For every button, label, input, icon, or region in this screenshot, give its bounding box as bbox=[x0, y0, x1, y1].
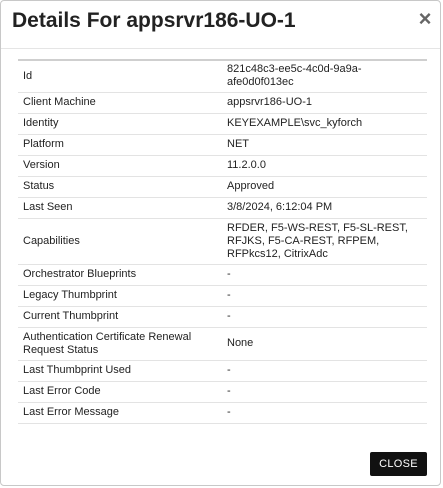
header-divider bbox=[1, 48, 440, 49]
row-label-last-error-message: Last Error Message bbox=[23, 406, 119, 418]
row-value-auth-cert-renewal-status: None bbox=[227, 337, 254, 349]
table-row bbox=[18, 176, 427, 197]
close-button[interactable]: CLOSE bbox=[370, 452, 427, 476]
table-row bbox=[18, 285, 427, 306]
row-label-legacy-thumbprint: Legacy Thumbprint bbox=[23, 289, 117, 301]
row-value-last-thumbprint-used: - bbox=[227, 364, 231, 376]
details-table bbox=[18, 59, 427, 424]
row-value-client-machine: appsrvr186-UO-1 bbox=[227, 96, 312, 108]
row-value-capabilities: RFDER, F5-WS-REST, F5-SL-REST, RFJKS, F5-CA-REST, RFPEM, RFPkcs12, CitrixAdc bbox=[227, 221, 408, 260]
row-label-identity: Identity bbox=[23, 117, 59, 129]
table-row bbox=[18, 155, 427, 176]
row-value-legacy-thumbprint: - bbox=[227, 289, 231, 301]
row-label-client-machine: Client Machine bbox=[23, 96, 96, 108]
row-value-last-error-code: - bbox=[227, 385, 231, 397]
row-label-version: Version bbox=[23, 159, 60, 171]
row-label-last-seen: Last Seen bbox=[23, 201, 73, 213]
table-row bbox=[18, 381, 427, 402]
close-icon[interactable]: × bbox=[418, 6, 432, 31]
table-row bbox=[18, 134, 427, 155]
row-label-id: Id bbox=[23, 69, 33, 82]
row-value-platform: NET bbox=[227, 138, 249, 150]
row-value-current-thumbprint: - bbox=[227, 310, 231, 322]
row-value-last-seen: 3/8/2024, 6:12:04 PM bbox=[227, 201, 333, 213]
table-row bbox=[18, 218, 427, 264]
row-value-last-error-message: - bbox=[227, 406, 231, 418]
table-row bbox=[18, 327, 427, 360]
row-value-version: 11.2.0.0 bbox=[227, 159, 266, 171]
table-row bbox=[18, 360, 427, 381]
row-label-current-thumbprint: Current Thumbprint bbox=[23, 310, 119, 322]
row-value-orchestrator-blueprints: - bbox=[227, 268, 231, 280]
row-value-id: 821c48c3-ee5c-4c0d-9a9a-afe0d0f013ec bbox=[227, 63, 362, 89]
row-label-auth-cert-renewal-status: Authentication Certificate Renewal Request Status bbox=[23, 330, 192, 356]
row-label-status: Status bbox=[23, 180, 55, 192]
row-value-status: Approved bbox=[227, 180, 275, 192]
row-label-capabilities: Capabilities bbox=[23, 234, 80, 247]
row-label-last-thumbprint-used: Last Thumbprint Used bbox=[23, 364, 132, 376]
table-row bbox=[18, 306, 427, 327]
table-row bbox=[18, 197, 427, 218]
row-label-last-error-code: Last Error Code bbox=[23, 385, 101, 397]
row-label-orchestrator-blueprints: Orchestrator Blueprints bbox=[23, 268, 137, 280]
table-row bbox=[18, 264, 427, 285]
row-value-identity: KEYEXAMPLE\svc_kyforch bbox=[227, 117, 363, 129]
table-row bbox=[18, 402, 427, 423]
row-label-platform: Platform bbox=[23, 138, 64, 150]
table-row bbox=[18, 60, 427, 92]
table-row bbox=[18, 113, 427, 134]
dialog-title: Details For appsrvr186-UO-1 bbox=[12, 9, 296, 32]
table-row bbox=[18, 92, 427, 113]
